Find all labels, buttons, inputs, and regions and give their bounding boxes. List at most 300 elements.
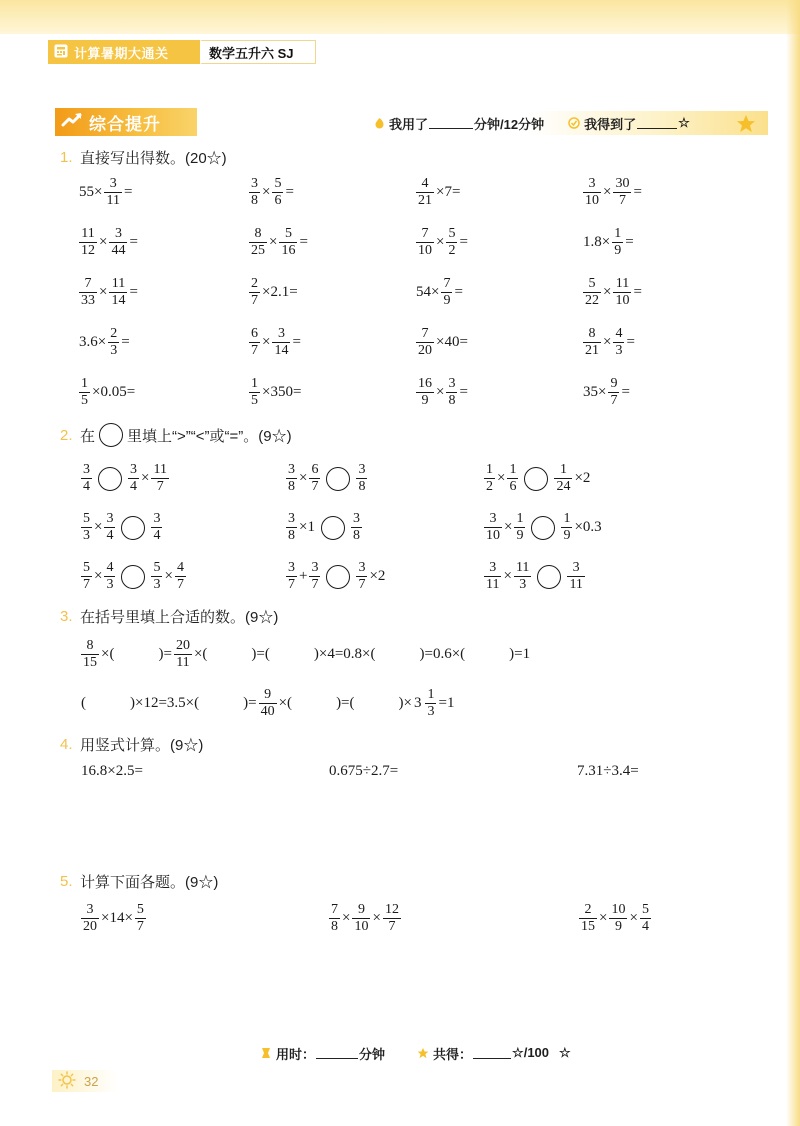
expression-text: × bbox=[497, 470, 506, 486]
mental-math-expression bbox=[78, 377, 136, 408]
denominator: 8 bbox=[448, 392, 456, 408]
denominator: 4 bbox=[83, 479, 90, 494]
denominator: 4 bbox=[106, 528, 114, 543]
expression-text: × bbox=[603, 333, 612, 350]
numerator: 5 bbox=[641, 901, 649, 917]
denominator: 10 bbox=[418, 242, 432, 258]
mental-math-expression-cell bbox=[78, 367, 248, 417]
clock-icon bbox=[374, 117, 385, 129]
numerator: 3 bbox=[288, 560, 295, 575]
fraction bbox=[104, 512, 115, 543]
vertical-calc-row bbox=[80, 761, 776, 781]
numerator: 10 bbox=[611, 901, 626, 917]
expression-text: = bbox=[626, 333, 635, 350]
mental-math-expression bbox=[248, 377, 302, 408]
numerator: 5 bbox=[153, 560, 161, 575]
expression-text: )=( bbox=[251, 646, 270, 662]
denominator: 6 bbox=[509, 479, 517, 494]
denominator: 7 bbox=[288, 577, 295, 592]
fraction bbox=[583, 277, 601, 308]
score-unit: ☆ bbox=[678, 115, 690, 130]
expression-text: = bbox=[129, 233, 138, 250]
answer-blank bbox=[201, 697, 241, 711]
fraction bbox=[484, 463, 495, 494]
mental-math-expression bbox=[582, 227, 635, 258]
numerator: 7 bbox=[79, 277, 97, 293]
fraction bbox=[109, 277, 127, 308]
compare-expression-cell bbox=[285, 503, 483, 552]
fraction bbox=[484, 561, 501, 592]
compare-expression-cell bbox=[483, 503, 683, 552]
question-number: 4. bbox=[60, 735, 73, 753]
fraction bbox=[128, 463, 139, 494]
fraction bbox=[583, 327, 601, 358]
numerator: 5 bbox=[279, 227, 297, 243]
subject-label: 数学五升六 SJ bbox=[200, 40, 316, 64]
numerator: 3 bbox=[484, 561, 501, 577]
expression-text: ×( bbox=[193, 646, 208, 662]
question-3-title bbox=[60, 606, 278, 626]
fraction bbox=[583, 177, 601, 208]
mental-math-expression-cell bbox=[78, 267, 248, 317]
denominator: 4 bbox=[130, 479, 137, 494]
expression-text: × bbox=[629, 909, 638, 926]
expression-text: = bbox=[454, 283, 463, 300]
numerator: 3 bbox=[272, 327, 290, 343]
numerator: 1 bbox=[614, 225, 622, 241]
expression-text: 55× bbox=[79, 183, 103, 200]
denominator: 8 bbox=[288, 479, 295, 494]
denominator: 10 bbox=[585, 192, 599, 208]
denominator: 9 bbox=[563, 528, 571, 543]
denominator: 21 bbox=[585, 342, 599, 358]
expression-text: )=0.6×( bbox=[419, 646, 466, 662]
question-5-title bbox=[60, 871, 218, 891]
expression-text: = bbox=[625, 233, 634, 250]
question-4-title bbox=[60, 734, 203, 754]
answer-blank bbox=[294, 697, 334, 711]
numerator: 3 bbox=[109, 227, 127, 243]
answer-circle bbox=[121, 516, 145, 540]
mental-math-expression-cell bbox=[582, 267, 742, 317]
numerator: 3 bbox=[83, 462, 90, 477]
expression-text: × bbox=[436, 383, 445, 400]
fraction bbox=[81, 561, 92, 592]
numerator: 6 bbox=[251, 325, 258, 341]
question-number: 2. bbox=[60, 426, 73, 444]
denominator: 15 bbox=[83, 655, 97, 670]
denominator: 3 bbox=[106, 577, 114, 592]
denominator: 7 bbox=[610, 392, 618, 408]
answer-circle bbox=[321, 516, 345, 540]
fraction bbox=[259, 688, 277, 719]
numerator: 8 bbox=[583, 327, 601, 343]
denominator: 7 bbox=[83, 577, 90, 592]
expression-text: ×350= bbox=[262, 383, 302, 400]
denominator: 3 bbox=[615, 342, 623, 358]
mental-math-expression-cell bbox=[248, 167, 415, 217]
expression-text: ×0.05= bbox=[92, 383, 136, 400]
mental-math-expression bbox=[582, 177, 643, 208]
numerator: 9 bbox=[610, 375, 618, 391]
expression-text: × bbox=[599, 909, 608, 926]
denominator: 16 bbox=[281, 242, 296, 258]
mental-math-expression-cell bbox=[415, 267, 582, 317]
trend-up-icon bbox=[61, 112, 89, 133]
numerator: 3 bbox=[106, 511, 114, 526]
fraction bbox=[81, 903, 99, 934]
denominator: 6 bbox=[274, 192, 282, 208]
numerator: 2 bbox=[110, 325, 118, 341]
expression-text: ×2.1= bbox=[262, 283, 298, 300]
mental-math-expression-cell bbox=[248, 267, 415, 317]
numerator: 1 bbox=[509, 462, 517, 477]
expression-text: =1 bbox=[438, 695, 455, 711]
expression-text: ×14× bbox=[101, 909, 133, 926]
vertical-calc-expression-cell bbox=[80, 761, 328, 781]
fraction bbox=[484, 512, 502, 543]
numerator: 1 bbox=[516, 511, 524, 526]
expression-text: )= bbox=[158, 646, 172, 662]
fraction bbox=[441, 277, 452, 308]
expression-text: = bbox=[299, 233, 308, 250]
expression-text: ×7= bbox=[436, 183, 461, 200]
vertical-calc-expression bbox=[80, 763, 144, 780]
fraction bbox=[579, 903, 597, 934]
fraction bbox=[279, 227, 297, 258]
fraction bbox=[81, 639, 99, 670]
expression-text: 16.8×2.5= bbox=[81, 762, 143, 779]
denominator: 7 bbox=[251, 342, 258, 358]
fraction bbox=[416, 227, 434, 258]
denominator: 15 bbox=[581, 918, 595, 934]
mental-math-expression-cell bbox=[415, 167, 582, 217]
fill-blank-equation bbox=[80, 688, 455, 719]
answer-circle bbox=[524, 467, 548, 491]
right-edge-strip bbox=[786, 0, 800, 1126]
fraction bbox=[383, 903, 401, 934]
whole-number: 3 bbox=[413, 695, 422, 711]
fill-blank-equation-cell bbox=[80, 679, 680, 728]
fraction bbox=[104, 561, 115, 592]
numerator: 3 bbox=[484, 512, 502, 528]
fraction bbox=[561, 512, 572, 543]
expression-text: )×4=0.8×( bbox=[313, 646, 376, 662]
fraction bbox=[174, 639, 192, 670]
denominator: 2 bbox=[448, 242, 456, 258]
compare-expression-cell bbox=[80, 454, 285, 503]
answer-blank bbox=[467, 648, 507, 662]
fraction bbox=[249, 277, 260, 308]
expression-text: )×12=3.5×( bbox=[130, 695, 200, 711]
denominator: 24 bbox=[556, 479, 571, 494]
denominator: 11 bbox=[106, 192, 120, 208]
mental-math-expression bbox=[415, 227, 469, 258]
expression-text: ×2 bbox=[369, 568, 386, 584]
expression-text: = bbox=[633, 283, 642, 300]
fill-blank-lines bbox=[80, 630, 680, 728]
calc-expression-cell bbox=[80, 894, 328, 942]
compare-expression-cell bbox=[80, 552, 285, 601]
numerator: 3 bbox=[358, 462, 366, 477]
fill-blank-equation bbox=[80, 639, 531, 670]
mental-math-expression-cell bbox=[78, 317, 248, 367]
mental-math-expression bbox=[78, 227, 139, 258]
expression-text: × bbox=[99, 233, 108, 250]
fraction bbox=[81, 512, 92, 543]
calc-expression bbox=[80, 903, 147, 934]
numerator: 1 bbox=[563, 511, 571, 526]
calc-expression bbox=[578, 903, 652, 934]
expression-text: × bbox=[262, 333, 271, 350]
denominator: 8 bbox=[251, 192, 258, 208]
denominator: 44 bbox=[111, 242, 126, 258]
denominator: 25 bbox=[251, 242, 265, 258]
denominator: 40 bbox=[260, 704, 275, 719]
denominator: 11 bbox=[569, 577, 583, 592]
question-text-prefix: 在 bbox=[80, 427, 96, 445]
fraction bbox=[416, 177, 434, 208]
question-number: 3. bbox=[60, 607, 73, 625]
numerator: 3 bbox=[583, 177, 601, 193]
answer-blank bbox=[272, 648, 312, 662]
expression-text: = bbox=[285, 183, 294, 200]
question-text: 在括号里填上合适的数。(9☆) bbox=[80, 608, 279, 626]
answer-circle bbox=[537, 565, 561, 589]
time-used-label: 我用了 bbox=[389, 116, 429, 132]
compare-expression bbox=[285, 463, 368, 494]
fraction bbox=[79, 227, 97, 258]
answer-circle bbox=[98, 467, 122, 491]
mental-math-expression bbox=[415, 277, 464, 308]
mental-math-expression bbox=[78, 277, 139, 308]
fraction bbox=[612, 227, 623, 258]
fraction bbox=[109, 227, 127, 258]
denominator: 8 bbox=[358, 479, 366, 494]
answer-circle bbox=[326, 467, 350, 491]
denominator: 21 bbox=[418, 192, 432, 208]
numerator: 2 bbox=[579, 903, 597, 919]
fraction bbox=[507, 463, 518, 494]
expression-text: 54× bbox=[416, 283, 440, 300]
calc-expression bbox=[328, 903, 402, 934]
expression-text: ×2 bbox=[574, 470, 591, 486]
denominator: 4 bbox=[641, 918, 649, 934]
fraction bbox=[554, 463, 572, 494]
fraction bbox=[329, 903, 340, 934]
expression-text: = bbox=[121, 333, 130, 350]
expression-text: × bbox=[342, 909, 351, 926]
denominator: 10 bbox=[615, 292, 630, 308]
fraction bbox=[108, 327, 119, 358]
fraction bbox=[416, 377, 434, 408]
answer-circle bbox=[326, 565, 350, 589]
expression-text: × bbox=[269, 233, 278, 250]
numerator: 20 bbox=[175, 638, 190, 653]
mental-math-expression-cell bbox=[248, 217, 415, 267]
footer-time-label: 用时： bbox=[276, 1046, 316, 1062]
numerator: 11 bbox=[153, 462, 167, 477]
star-icon bbox=[736, 114, 756, 133]
fraction bbox=[309, 463, 320, 494]
denominator: 3 bbox=[519, 577, 527, 592]
denominator: 11 bbox=[486, 577, 500, 592]
numerator: 3 bbox=[311, 560, 319, 575]
expression-text: 3.6× bbox=[79, 333, 107, 350]
denominator: 7 bbox=[136, 918, 144, 934]
fraction bbox=[151, 561, 162, 592]
numerator: 1 bbox=[251, 375, 258, 391]
answer-circle bbox=[531, 516, 555, 540]
numerator: 1 bbox=[554, 463, 572, 479]
compare-expression-cell bbox=[285, 454, 483, 503]
fraction bbox=[609, 903, 627, 934]
compare-expression bbox=[80, 561, 187, 592]
question-text: 用竖式计算。(9☆) bbox=[80, 736, 204, 754]
mental-math-expression bbox=[582, 377, 631, 408]
fraction bbox=[514, 561, 531, 592]
fraction bbox=[104, 177, 121, 208]
top-band bbox=[0, 0, 800, 34]
denominator: 14 bbox=[111, 292, 126, 308]
denominator: 9 bbox=[614, 242, 622, 258]
numerator: 5 bbox=[448, 225, 456, 241]
numerator: 3 bbox=[448, 375, 456, 391]
expression-text: × bbox=[603, 183, 612, 200]
question-number: 5. bbox=[60, 872, 73, 890]
fraction bbox=[81, 463, 92, 494]
answer-blank bbox=[88, 697, 128, 711]
mental-math-expression bbox=[78, 177, 133, 208]
mental-math-expression bbox=[582, 327, 636, 358]
expression-text: = bbox=[123, 183, 133, 200]
fraction bbox=[416, 327, 434, 358]
fraction bbox=[351, 512, 362, 543]
mental-math-expression-cell bbox=[78, 167, 248, 217]
expression-text: × bbox=[99, 283, 108, 300]
denominator: 7 bbox=[388, 918, 396, 934]
expression-text: = bbox=[459, 383, 468, 400]
fraction bbox=[309, 561, 320, 592]
expression-text: )=( bbox=[336, 695, 355, 711]
mental-math-expression bbox=[248, 177, 295, 208]
expression-text: 1.8× bbox=[583, 233, 611, 250]
denominator: 5 bbox=[81, 392, 88, 408]
question-text: 计算下面各题。(9☆) bbox=[80, 873, 219, 891]
mental-math-expression bbox=[248, 277, 299, 308]
numerator: 9 bbox=[352, 903, 370, 919]
compare-expression-cell bbox=[483, 552, 683, 601]
expression-text: + bbox=[299, 568, 308, 584]
denominator: 22 bbox=[585, 292, 599, 308]
compare-grid bbox=[80, 454, 683, 601]
sun-icon bbox=[58, 1071, 84, 1092]
numerator: 1 bbox=[486, 462, 493, 477]
fraction bbox=[640, 903, 651, 934]
expression-text: × bbox=[436, 233, 445, 250]
denominator: 8 bbox=[352, 528, 360, 543]
denominator: 3 bbox=[110, 342, 118, 358]
fraction bbox=[151, 512, 162, 543]
numerator: 3 bbox=[251, 175, 258, 191]
expression-text: ( bbox=[81, 695, 86, 711]
question-2-title bbox=[60, 425, 292, 445]
expression-text: = bbox=[633, 183, 642, 200]
fraction bbox=[272, 327, 290, 358]
mental-math-expression-cell bbox=[582, 317, 742, 367]
denominator: 33 bbox=[81, 292, 95, 308]
numerator: 4 bbox=[176, 560, 184, 575]
question-number: 1. bbox=[60, 148, 73, 166]
circle-icon bbox=[99, 423, 123, 447]
numerator: 4 bbox=[416, 177, 434, 193]
question-1-title bbox=[60, 147, 227, 167]
denominator: 7 bbox=[311, 577, 319, 592]
expression-text: 7.31÷3.4= bbox=[577, 762, 639, 779]
numerator: 11 bbox=[79, 227, 97, 243]
vertical-calc-expression-cell bbox=[576, 761, 776, 781]
answer-blank bbox=[357, 697, 397, 711]
numerator: 30 bbox=[615, 175, 630, 191]
denominator: 11 bbox=[176, 655, 190, 670]
expression-text: × bbox=[94, 568, 103, 584]
numerator: 3 bbox=[153, 511, 161, 526]
denominator: 4 bbox=[153, 528, 161, 543]
fraction bbox=[286, 561, 297, 592]
numerator: 11 bbox=[109, 277, 127, 293]
denominator: 3 bbox=[153, 577, 161, 592]
clock-icon bbox=[260, 1047, 272, 1059]
denominator: 3 bbox=[83, 528, 90, 543]
compare-expression bbox=[285, 561, 386, 592]
fraction bbox=[151, 463, 168, 494]
numerator: 3 bbox=[358, 560, 366, 575]
mental-math-expression bbox=[415, 377, 469, 408]
numerator: 6 bbox=[311, 462, 319, 477]
numerator: 7 bbox=[416, 227, 434, 243]
section-title: 综合提升 bbox=[89, 114, 161, 134]
expression-text: )= bbox=[243, 695, 257, 711]
numerator: 8 bbox=[249, 227, 267, 243]
denominator: 8 bbox=[331, 918, 338, 934]
numerator: 16 bbox=[418, 375, 432, 391]
answer-circle bbox=[121, 565, 145, 589]
fraction bbox=[286, 463, 297, 494]
expression-text: × bbox=[503, 568, 512, 584]
numerator: 7 bbox=[416, 327, 434, 343]
fraction bbox=[249, 177, 260, 208]
footer-total-blank bbox=[473, 1047, 511, 1059]
compare-expression bbox=[483, 561, 586, 592]
mental-math-expression-cell bbox=[582, 167, 742, 217]
answer-blank bbox=[209, 648, 249, 662]
expression-text: × bbox=[372, 909, 381, 926]
compare-expression-cell bbox=[80, 503, 285, 552]
numerator: 2 bbox=[251, 275, 258, 291]
expression-text: 35× bbox=[583, 383, 607, 400]
mental-math-expression bbox=[582, 277, 643, 308]
score-blank bbox=[637, 117, 677, 129]
fraction bbox=[613, 327, 624, 358]
denominator: 3 bbox=[427, 704, 435, 719]
compare-expression bbox=[285, 512, 363, 543]
numerator: 5 bbox=[83, 511, 90, 526]
numerator: 12 bbox=[384, 901, 399, 917]
expression-text: ×0.3 bbox=[574, 519, 602, 535]
footer-time-blank bbox=[316, 1047, 358, 1059]
numerator: 3 bbox=[352, 511, 360, 526]
expression-text: 0.675÷2.7= bbox=[329, 762, 399, 779]
